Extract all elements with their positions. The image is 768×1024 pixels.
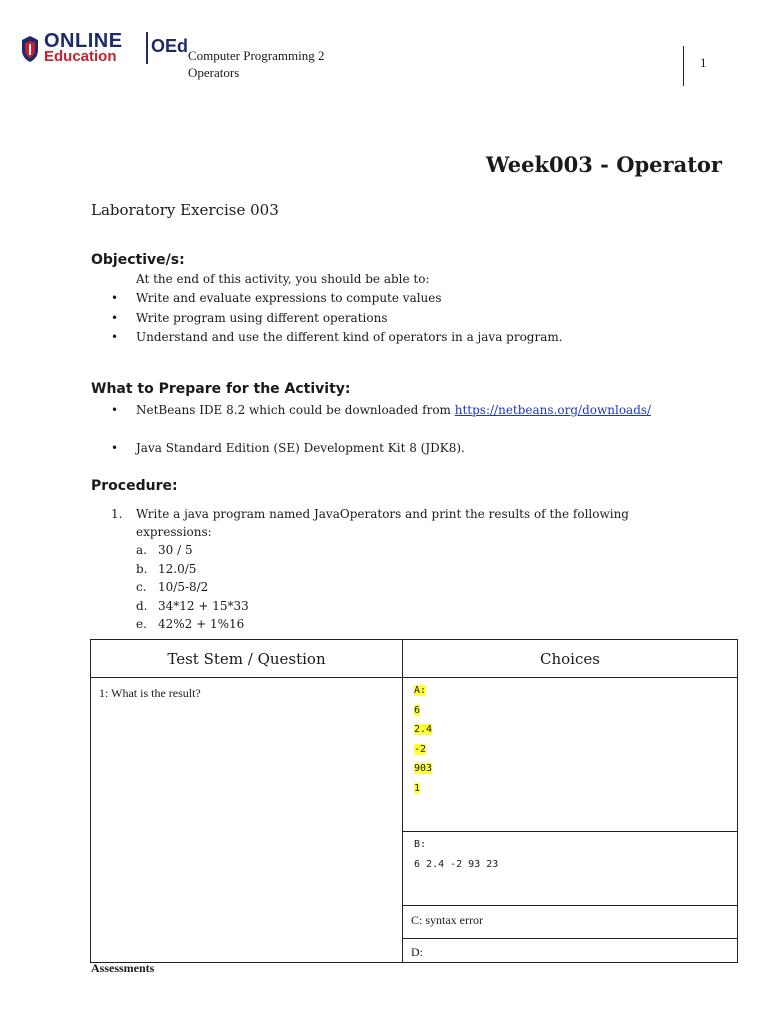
- procedure-heading: Procedure:: [91, 478, 178, 494]
- table-row: [91, 678, 738, 832]
- expression-letter: a.: [136, 543, 147, 557]
- prepare-item-netbeans: [91, 401, 651, 421]
- expression-text: 12.0/5: [158, 561, 197, 576]
- choice-a-label: A:: [414, 685, 427, 696]
- choice-d[interactable]: D:: [403, 939, 738, 963]
- choice-a-value: 1: [414, 782, 421, 794]
- column-header-question: Test Stem / Question: [91, 640, 403, 678]
- question-stem: 1: What is the result?: [91, 678, 403, 963]
- prepare-list: [91, 401, 651, 421]
- choice-b-label: B:: [414, 839, 427, 850]
- objectives-heading: Objective/s:: [91, 252, 185, 268]
- expression-item: [136, 578, 249, 597]
- expression-item: [136, 560, 249, 579]
- course-topic: Operators: [188, 65, 240, 80]
- page-number-divider: [683, 46, 684, 86]
- procedure-step-text: Write a java program named JavaOperators and print the results of the following expressions:: [136, 507, 629, 539]
- netbeans-download-link[interactable]: https://netbeans.org/downloads/: [454, 403, 652, 417]
- logo-oed-text: OEd: [151, 36, 189, 56]
- expression-item: [136, 541, 249, 560]
- expression-list: [136, 541, 249, 634]
- objective-item: • Understand and use the different kind of operators in a java program.: [91, 328, 563, 348]
- expression-letter: b.: [136, 561, 148, 576]
- prepare-item-text: NetBeans IDE 8.2 which could be downloaded from: [136, 403, 455, 417]
- choice-c[interactable]: C: syntax error: [403, 906, 738, 939]
- assessments-label: Assessments: [91, 961, 155, 975]
- header-course-info: [188, 47, 325, 81]
- choice-a-value: 903: [414, 763, 433, 774]
- course-name: Computer Programming 2: [188, 48, 325, 63]
- shield-icon: [20, 34, 40, 64]
- expression-item: [136, 615, 249, 634]
- expression-letter: e.: [136, 617, 147, 631]
- expression-text: 10/5-8/2: [158, 580, 209, 594]
- expression-text: 30 / 5: [158, 543, 193, 557]
- logo-divider: [146, 32, 148, 64]
- expression-text: 42%2 + 1%16: [158, 617, 245, 631]
- column-header-choices: Choices: [403, 640, 738, 678]
- expression-letter: d.: [136, 598, 148, 613]
- procedure-step-number: 1.: [111, 507, 123, 521]
- objectives-intro: At the end of this activity, you should be able to:: [136, 272, 430, 286]
- logo-online-text: ONLINE: [44, 30, 123, 52]
- choice-a-value: 2.4: [414, 724, 433, 735]
- choice-a[interactable]: [403, 678, 738, 832]
- expression-text: 34*12 + 15*33: [158, 598, 249, 613]
- objective-item: • Write program using different operations: [91, 309, 563, 329]
- expression-letter: c.: [136, 580, 147, 594]
- prepare-list-2: [91, 439, 465, 459]
- prepare-item-jdk: • Java Standard Edition (SE) Development Kit 8 (JDK8).: [91, 439, 465, 459]
- expression-item: [136, 597, 249, 616]
- logo-education-text: Education: [44, 48, 117, 65]
- lab-title: Laboratory Exercise 003: [91, 201, 279, 219]
- objective-item: • Write and evaluate expressions to compute values: [91, 289, 563, 309]
- page-title: Week003 - Operator: [485, 152, 722, 177]
- choice-a-value: -2: [414, 743, 427, 755]
- objectives-list: [91, 289, 563, 348]
- choice-b-value: 6 2.4 -2 93 23: [414, 858, 499, 870]
- question-table: [90, 639, 738, 963]
- online-education-logo: [20, 30, 189, 70]
- procedure-step: [111, 505, 691, 541]
- page-number: 1: [700, 55, 707, 70]
- prepare-heading: What to Prepare for the Activity:: [91, 381, 351, 397]
- choice-a-lines: [414, 681, 737, 798]
- choice-a-value: 6: [414, 704, 421, 716]
- choice-b[interactable]: [403, 832, 738, 906]
- table-header-row: [91, 640, 738, 678]
